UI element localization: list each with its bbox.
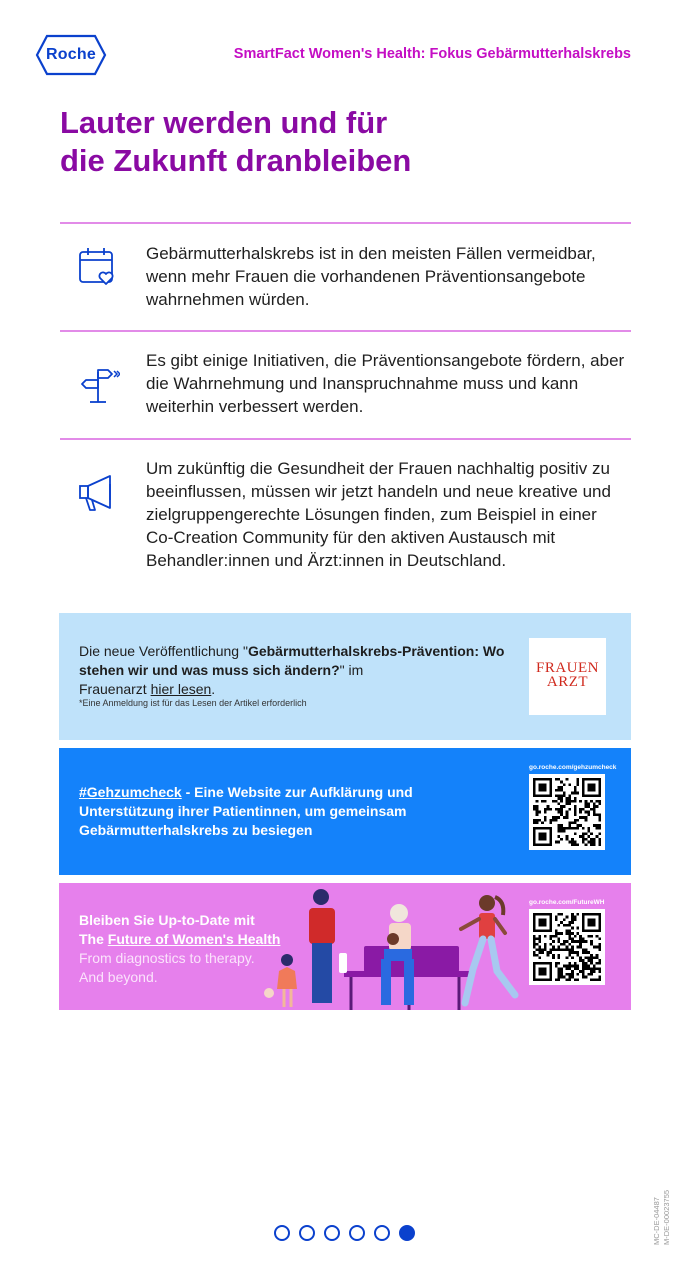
publication-after-title: " im	[339, 662, 364, 678]
page-dot-1[interactable]	[274, 1225, 290, 1241]
publication-intro: Die neue Veröffentlichung "	[79, 643, 248, 659]
frauenarzt-logo-line1: FRAUEN	[535, 660, 599, 676]
signpost-icon	[76, 364, 120, 408]
frauenarzt-logo[interactable]	[529, 638, 606, 715]
page-title	[60, 104, 580, 180]
future-womens-health-card	[59, 883, 631, 1010]
key-point-3	[60, 440, 631, 590]
publication-card	[59, 613, 631, 740]
key-point-text: Es gibt einige Initiativen, die Präventionsangebote fördern, aber die Wahrnehmung und Inanspruchnahme muss und kann weiterhin verbessert werden.	[146, 351, 625, 416]
future-subline1: From diagnostics to therapy.	[79, 950, 255, 966]
page-title-line1: Lauter werden und für	[60, 105, 388, 140]
key-point-text: Gebärmutterhalskrebs ist in den meisten Fällen vermeidbar, wenn mehr Frauen die vorhandenen Präventionsangebote wahrnehmen würden.	[146, 244, 596, 309]
gehzumcheck-link[interactable]: #Gehzumcheck	[79, 784, 182, 800]
key-point-text: Um zukünftig die Gesundheit der Frauen nachhaltig positiv zu beeinflussen, müssen wir jetzt handeln und neue kreative und zielgruppengerechte Lösungen finden, zum Beispiel in einer Co-Creation Community für den aktiven Austausch mit Behandler:innen und Ärzt:innen in Deutschland.	[146, 459, 611, 570]
qr-url-label: go.roche.com/FutureWH	[529, 899, 605, 906]
roche-logo[interactable]	[35, 34, 107, 76]
gehzumcheck-description: - Eine Website zur Aufklärung und Unterstützung ihrer Patientinnen, um gemeinsam Gebärmutterhalskrebs zu besiegen	[79, 784, 413, 838]
women-illustration	[259, 883, 529, 1010]
future-subline2: And beyond.	[79, 969, 158, 985]
qr-code[interactable]	[529, 909, 605, 985]
future-line2-prefix: The	[79, 931, 108, 947]
publication-title: Gebärmutterhalskrebs-Prävention: Wo stehen wir und was muss sich ändern?	[79, 643, 505, 678]
gehzumcheck-card	[59, 748, 631, 875]
publication-period: .	[211, 681, 216, 697]
logo-text: Roche	[46, 46, 96, 63]
page-dot-4[interactable]	[349, 1225, 365, 1241]
page-dot-6[interactable]	[399, 1225, 415, 1241]
future-of-womens-health-link[interactable]: Future of Women's Health	[107, 931, 281, 947]
megaphone-icon	[76, 470, 120, 514]
publication-text	[79, 642, 519, 699]
page-dot-3[interactable]	[324, 1225, 340, 1241]
journal-name: Frauenarzt	[79, 681, 147, 697]
document-code-line1: MC-DE-04487	[652, 1197, 661, 1245]
page-title-line2: die Zukunft dranbleiben	[60, 143, 412, 178]
key-point-1	[60, 224, 631, 330]
qr-url-label: go.roche.com/gehzumcheck	[529, 764, 617, 771]
qr-code[interactable]	[529, 774, 605, 850]
calendar-heart-icon	[76, 246, 120, 290]
future-line1: Bleiben Sie Up-to-Date mit	[79, 912, 255, 928]
header	[0, 0, 691, 110]
key-point-2	[60, 332, 631, 438]
header-title: SmartFact Women's Health: Fokus Gebärmutterhalskrebs	[233, 46, 631, 62]
document-code	[652, 1190, 672, 1245]
page-dot-5[interactable]	[374, 1225, 390, 1241]
document-code-line2: M-DE-00023755	[662, 1189, 671, 1245]
frauenarzt-logo-line2: ARZT	[546, 674, 589, 690]
page-dot-2[interactable]	[299, 1225, 315, 1241]
gehzumcheck-text	[79, 783, 459, 840]
read-here-link[interactable]: hier lesen	[150, 681, 212, 697]
login-footnote: *Eine Anmeldung ist für das Lesen der Artikel erforderlich	[79, 698, 307, 708]
